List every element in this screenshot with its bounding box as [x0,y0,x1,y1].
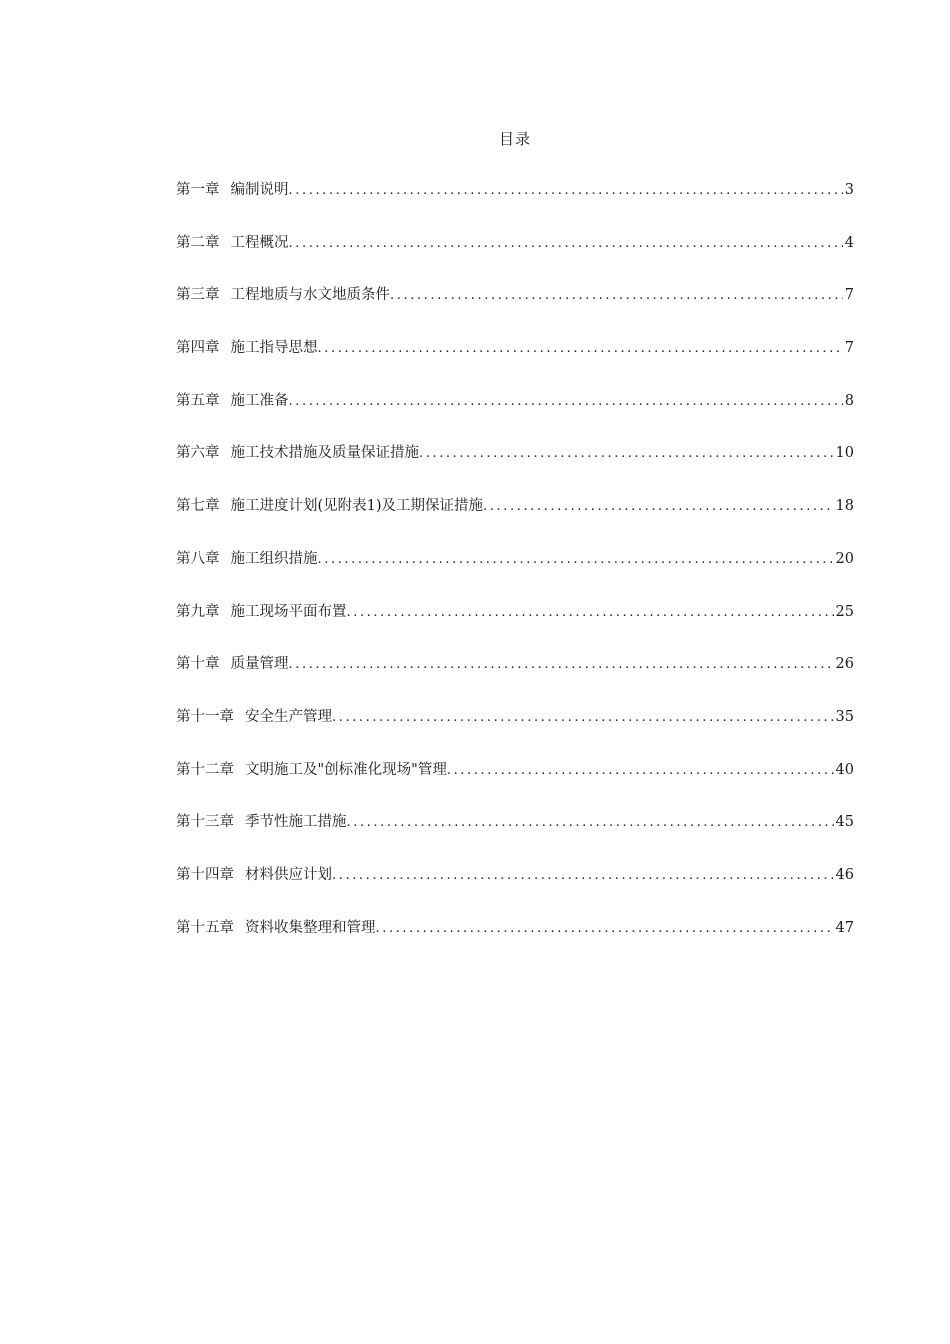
toc-chapter-name: 施工技术措施及质量保证措施 [230,445,419,462]
toc-entry[interactable] [176,758,854,811]
toc-chapter-number: 第十二章 [176,761,234,778]
toc-chapter-name: 施工指导思想 [230,340,318,357]
toc-dot-leader [289,183,843,198]
toc-dot-leader [289,236,843,251]
toc-chapter-name: 施工进度计划(见附表1)及工期保证措施 [230,498,484,515]
toc-chapter-number: 第七章 [176,498,220,515]
toc-chapter-number: 第六章 [176,445,220,462]
toc-page-number: 46 [835,866,854,883]
toc-chapter-name: 文明施工及"创标准化现场"管理 [245,761,447,778]
toc-dot-leader [347,605,834,620]
toc-entry[interactable] [176,810,854,863]
toc-chapter-number: 第四章 [176,340,220,357]
toc-chapter-number: 第十三章 [176,814,234,831]
toc-chapter-number: 第十章 [176,656,220,673]
toc-chapter-number: 第十五章 [176,919,234,936]
toc-chapter-number: 第十一章 [176,708,234,725]
toc-entry[interactable] [176,600,854,653]
toc-page-number: 26 [835,656,854,673]
toc-dot-leader [332,868,834,883]
toc-entry[interactable] [176,863,854,916]
toc-title: 目录 [498,130,531,148]
toc-page-number: 3 [844,182,854,198]
toc-dot-leader [419,446,834,461]
toc-dot-leader [318,552,834,567]
toc-chapter-number: 第二章 [176,234,220,251]
toc-dot-leader [289,657,834,672]
toc-chapter-name: 施工现场平面布置 [230,603,347,620]
toc-page-number: 18 [835,498,854,515]
toc-chapter-name: 工程地质与水文地质条件 [230,287,390,304]
toc-chapter-number: 第三章 [176,287,220,304]
toc-dot-leader [332,710,834,725]
toc-page-number: 20 [835,550,854,567]
toc-chapter-number: 第一章 [176,182,220,198]
toc-dot-leader [376,921,834,936]
toc-entry[interactable] [176,178,854,231]
toc-entry[interactable] [176,231,854,284]
toc-chapter-name: 编制说明 [230,182,289,198]
toc-chapter-name: 施工组织措施 [230,550,318,567]
toc-chapter-name: 安全生产管理 [245,708,332,725]
toc-page-number: 35 [835,708,854,725]
toc-chapter-name: 施工准备 [230,392,289,409]
toc-entry[interactable] [176,441,854,494]
toc-dot-leader [483,499,834,514]
toc-chapter-name: 工程概况 [230,234,289,251]
toc-page-number: 25 [835,603,854,620]
toc-entry[interactable] [176,916,854,969]
toc-chapter-number: 第五章 [176,392,220,409]
toc-page-number: 7 [844,287,854,304]
toc-dot-leader [318,341,843,356]
toc-entry[interactable] [176,389,854,442]
toc-entry[interactable] [176,705,854,758]
toc-chapter-number: 第十四章 [176,866,234,883]
toc-page-number: 7 [844,340,854,357]
toc-chapter-name: 季节性施工措施 [245,814,347,831]
toc-chapter-name: 质量管理 [230,656,289,673]
toc-entry[interactable] [176,547,854,600]
toc-chapter-name: 资料收集整理和管理 [245,919,376,936]
toc-list [176,178,854,968]
toc-page-number: 45 [835,814,854,831]
toc-page-number: 40 [835,761,854,778]
toc-entry[interactable] [176,652,854,705]
toc-dot-leader [289,394,843,409]
toc-dot-leader [447,763,834,778]
toc-page-number: 4 [844,234,854,251]
toc-chapter-name: 材料供应计划 [245,866,332,883]
toc-entry[interactable] [176,494,854,547]
toc-chapter-number: 第九章 [176,603,220,620]
toc-page-number: 47 [835,919,854,936]
toc-chapter-number: 第八章 [176,550,220,567]
toc-page-number: 8 [844,392,854,409]
toc-entry[interactable] [176,336,854,389]
toc-entry[interactable] [176,283,854,336]
toc-page-number: 10 [835,445,854,462]
toc-dot-leader [390,288,843,303]
toc-dot-leader [347,815,834,830]
